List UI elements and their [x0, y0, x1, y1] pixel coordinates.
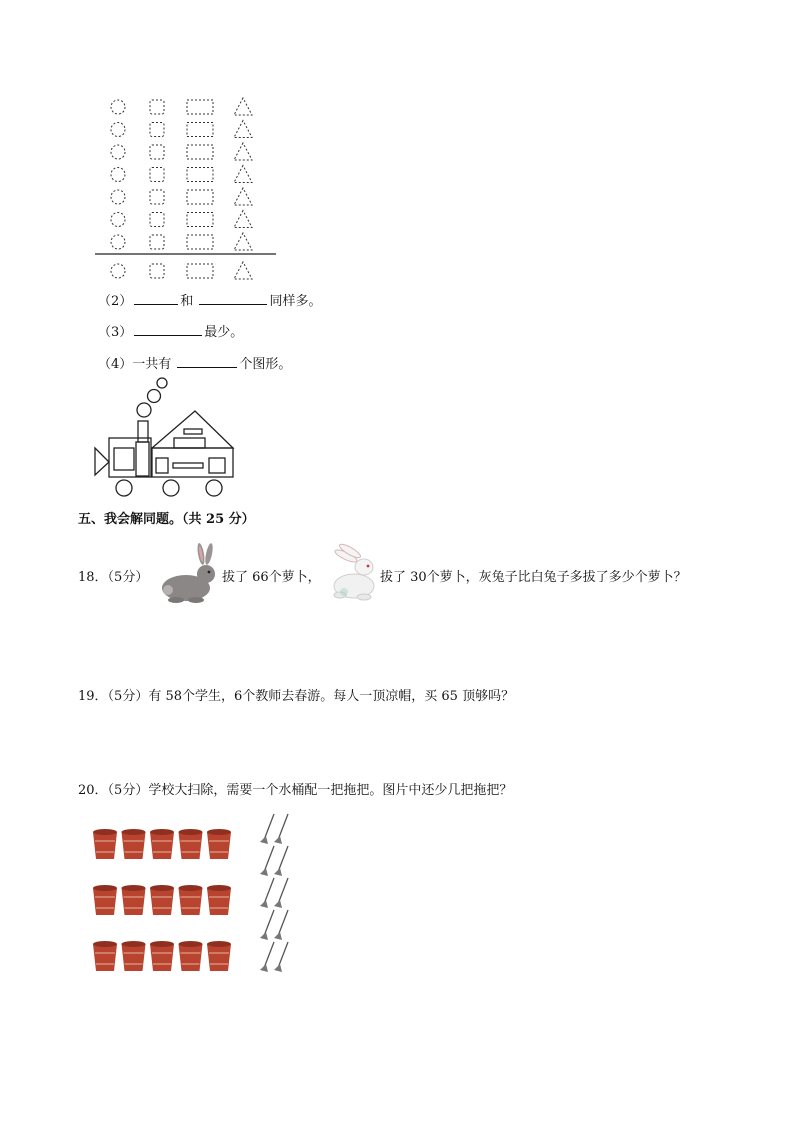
q2-mid: 和: [180, 294, 194, 309]
q18-number: 18．（5分）: [78, 570, 149, 585]
q2-suffix: 同样多。: [269, 294, 322, 309]
bucket-icon: [93, 829, 117, 859]
rectangle-shape: [187, 168, 213, 182]
triangle-shape: [234, 143, 252, 160]
circle-shape: [111, 213, 125, 227]
white-rabbit-picture: [326, 540, 382, 602]
bucket-icon: [122, 829, 146, 859]
q3-suffix: 最少。: [204, 325, 244, 340]
bucket-icon: [207, 829, 231, 859]
question-2: [98, 290, 321, 309]
square-shape: [150, 123, 164, 137]
bucket-icon: [179, 885, 203, 915]
circle-shape: [111, 168, 125, 182]
square-shape: [150, 235, 164, 249]
question-4: [98, 353, 291, 372]
bucket-icon: [122, 885, 146, 915]
shape-counting-chart: [90, 90, 290, 290]
bucket-icon: [150, 829, 174, 859]
triangle-shape: [234, 98, 252, 115]
q4-suffix: 个图形。: [239, 357, 292, 372]
question-3: [98, 321, 243, 340]
rectangle-shape: [187, 235, 213, 249]
square-shape: [150, 264, 164, 278]
bucket-icon: [93, 941, 117, 971]
mop-column-picture: [258, 810, 298, 980]
triangle-shape: [234, 188, 252, 205]
bucket-icon: [179, 829, 203, 859]
square-shape: [150, 145, 164, 159]
mop-icon: [260, 910, 274, 940]
q3-prefix: （3）: [98, 325, 133, 340]
triangle-shape: [234, 233, 252, 250]
rectangle-shape: [187, 123, 213, 137]
rectangle-shape: [187, 190, 213, 204]
rectangle-shape: [187, 213, 213, 227]
mop-icon: [260, 878, 274, 908]
q2-prefix: （2）: [98, 294, 133, 309]
q4-blank[interactable]: [177, 355, 237, 368]
square-shape: [150, 100, 164, 114]
circle-shape: [111, 145, 125, 159]
rectangle-shape: [187, 100, 213, 114]
question-19: 19．（5分）有 58个学生，6个教师去春游。每人一顶凉帽，买 65 顶够吗？: [78, 689, 515, 704]
triangle-shape: [234, 166, 252, 183]
bucket-icon: [93, 885, 117, 915]
mop-icon: [274, 846, 288, 876]
bucket-icon: [150, 941, 174, 971]
gray-rabbit-picture: [156, 540, 222, 604]
circle-shape: [111, 100, 125, 114]
bucket-icon: [207, 941, 231, 971]
mop-icon: [274, 942, 288, 972]
triangle-shape: [234, 262, 252, 279]
bucket-icon: [207, 885, 231, 915]
section-5-title: 五、我会解同题。（共 25 分）: [78, 512, 255, 527]
square-shape: [150, 190, 164, 204]
q2-blank-1[interactable]: [134, 292, 178, 305]
bucket-icon: [179, 941, 203, 971]
triangle-shape: [234, 211, 252, 228]
mop-icon: [260, 846, 274, 876]
q18-part1: 拔了 66个萝卜，: [222, 570, 321, 585]
bucket-icon: [150, 885, 174, 915]
circle-shape: [111, 264, 125, 278]
q4-prefix: （4）一共有: [98, 357, 172, 372]
bucket-grid-picture: [90, 825, 240, 975]
triangle-shape: [234, 121, 252, 138]
q18-part2: 拔了 30个萝卜，灰兔子比白兔子多拔了多少个萝卜？: [380, 570, 687, 585]
square-shape: [150, 168, 164, 182]
circle-shape: [111, 123, 125, 137]
rectangle-shape: [187, 145, 213, 159]
bucket-icon: [122, 941, 146, 971]
mop-icon: [274, 910, 288, 940]
mop-icon: [260, 942, 274, 972]
q3-blank[interactable]: [134, 323, 202, 336]
square-shape: [150, 213, 164, 227]
mop-icon: [274, 814, 288, 844]
question-20: 20．（5分）学校大扫除，需要一个水桶配一把拖把。图片中还少几把拖把？: [78, 783, 513, 798]
q2-blank-2[interactable]: [199, 292, 267, 305]
circle-shape: [111, 190, 125, 204]
circle-shape: [111, 235, 125, 249]
train-shapes-picture: [92, 375, 237, 500]
mop-icon: [274, 878, 288, 908]
rectangle-shape: [187, 264, 213, 278]
mop-icon: [260, 814, 274, 844]
